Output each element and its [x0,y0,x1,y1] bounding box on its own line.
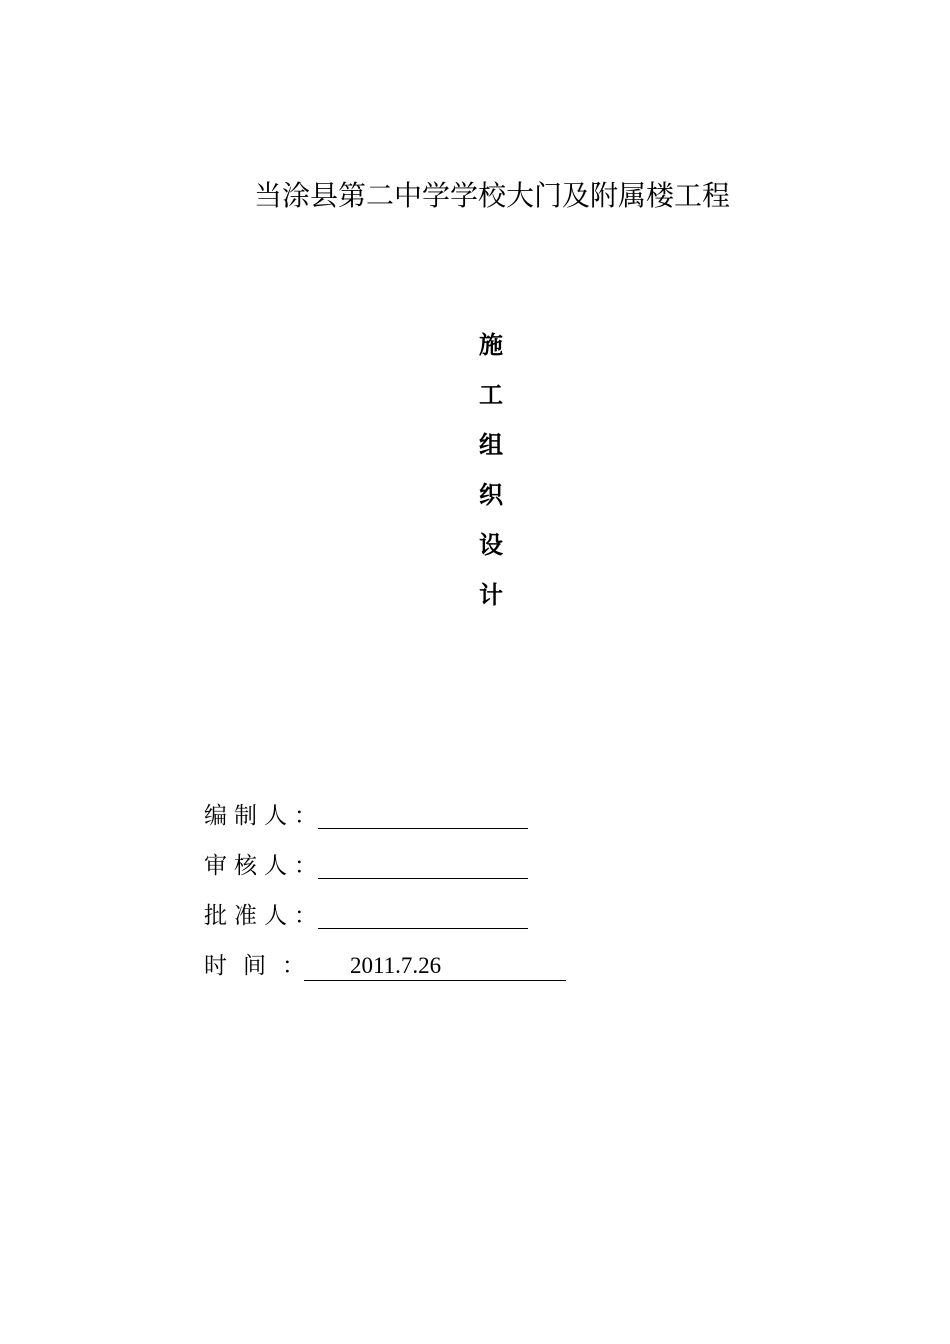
document-title-char: 设 [479,531,503,559]
document-title-char: 组 [479,431,503,459]
document-title-char: 织 [479,481,503,509]
document-title-vertical [466,325,516,625]
document-title-char: 计 [479,581,503,609]
compiler-signature-line [318,828,528,829]
date-label: 时间： [204,953,321,979]
reviewer-signature-line [318,878,528,879]
document-title-char: 施 [479,331,503,359]
date-value: 2011.7.26 [350,953,442,978]
compiler-label: 编制人： [204,803,324,829]
approver-label: 批准人： [204,903,324,929]
project-title: 当涂县第二中学学校大门及附属楼工程 [253,179,730,212]
date-field [304,946,566,981]
approver-signature-line [318,928,528,929]
document-title-char: 工 [479,381,503,409]
reviewer-label: 审核人： [204,853,324,879]
